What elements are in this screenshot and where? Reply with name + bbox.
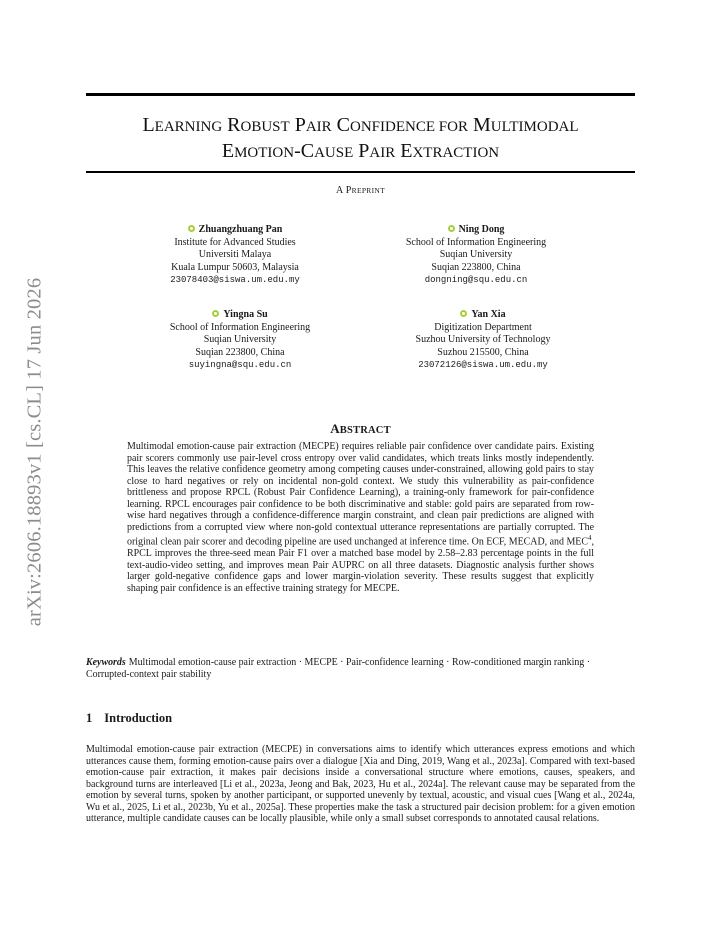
title-initial: M <box>472 114 491 136</box>
title-smallcaps: ONFIDENCE FOR <box>350 119 468 135</box>
title-smallcaps: OBUST <box>240 119 290 135</box>
author-address: Suqian 223800, China <box>431 261 521 273</box>
paper-title <box>86 113 635 165</box>
arxiv-identifier-text: arXiv:2606.18893v1 [cs.CL] 17 Jun 2026 <box>23 277 46 627</box>
author-affiliation: Suqian University <box>203 334 277 345</box>
title-initial: P <box>358 140 370 162</box>
author-block-4 <box>358 309 608 372</box>
section-title: Introduction <box>104 711 173 725</box>
preprint-smallcaps: REPRINT <box>351 186 385 195</box>
author-block-1 <box>110 224 360 287</box>
author-address: Kuala Lumpur 50603, Malaysia <box>171 261 299 273</box>
keywords-section <box>86 657 635 680</box>
author-affiliation: School of Information Engineering <box>405 236 547 248</box>
author-email[interactable]: suyingna@squ.edu.cn <box>188 360 292 370</box>
orcid-icon[interactable] <box>460 310 467 317</box>
title-smallcaps: EARNING <box>154 119 223 135</box>
title-initial: L <box>142 114 155 136</box>
author-address: Suqian 223800, China <box>195 346 285 358</box>
section-number: 1 <box>86 711 93 725</box>
title-smallcaps: AIR <box>369 145 396 161</box>
author-address: Suzhou 215500, China <box>437 346 529 358</box>
preprint-initials: A P <box>336 185 352 196</box>
author-affiliation: Institute for Advanced Studies <box>174 236 296 248</box>
abstract-text-part: , RPCL improves the three-seed mean Pair F1 over a matched base model by 2.58–2.83 percentage points in the full text-audio-video setting, and improves mean Pair AUPRC on all three datasets. Diagnostic analysis further shows larger gold-negative confidence gaps and lower margin-violation severity. These results suggest that explicitly shaping pair confidence is an effective training strategy for MECPE. <box>127 536 594 594</box>
title-smallcaps: ULTIMODAL <box>490 119 579 135</box>
author-email[interactable]: dongning@squ.edu.cn <box>424 275 528 285</box>
keywords-label: Keywords <box>86 657 126 668</box>
abstract-heading-initial: A <box>330 421 340 436</box>
title-smallcaps: AUSE <box>314 145 354 161</box>
author-affiliation: Suzhou University of Technology <box>415 334 551 345</box>
arxiv-identifier-stamp <box>22 262 48 642</box>
introduction-paragraph: Multimodal emotion-cause pair extraction (MECPE) in conversations aims to identify which utterances express emotions and which utterances cause them, forming emotion-cause pairs over a dialogue [Xia and Ding, 2019, Wang et al., 2023a]. Compared with text-based emotion-cause pair extraction, it makes pair decisions inside a conversational structure where emotions, causes, speakers, and background turns are interleaved [Li et al., 2023a, Jeong and Bak, 2023, Hu et al., 2024a]. The relevant cause may be separated from the emotion by several turns, spoken by another participant, or supported unevenly by textual, acoustic, and visual cues [Wang et al., 2024a, Wu et al., 2025, Li et al., 2023b, Yu et al., 2025a]. These properties make the task a structured pair decision problem: for a given emotion utterance, multiple candidate causes can be locally plausible, while only a small subset corresponds to annotated causal relations. <box>86 744 635 825</box>
author-name: Yingna Su <box>223 309 268 320</box>
author-name: Zhuangzhuang Pan <box>198 224 283 235</box>
abstract-text-part: Multimodal emotion-cause pair extraction (MECPE) requires reliable pair confidence over candidate pairs. Existing pair scorers commonly use pair-level cross entropy over valid candidates, which treats links mostly independently. This leaves the relative confidence geometry among competing causes under-constrained, allowing gold pairs to stay close to hard negatives or rely on incidental non-gold context. We study this vulnerability as pair-confidence brittleness and propose RPCL (Robust Pair Confidence Learning), a training-only framework for pair-confidence learning. RPCL encourages pair confidence to be both discriminative and stable: gold pairs are separated from row-wise hard negatives through a confidence-difference margin constraint, and clean pair predictions are aligned with predictions from a corrupted view where non-gold contextual utterance representations are partially corrupted. The original clean pair scorer and decoding pipeline are used unchanged at inference time. On ECF, MECAD, and MEC <box>127 441 594 548</box>
orcid-icon[interactable] <box>188 225 195 232</box>
title-smallcaps: XTRACTION <box>412 145 500 161</box>
title-initial: R <box>227 114 241 136</box>
title-initial: -C <box>294 140 315 162</box>
keywords-text: Multimodal emotion-cause pair extraction · MECPE · Pair-confidence learning · Row-conditioned margin ranking · Corrupted-context pair stability <box>86 657 591 680</box>
author-affiliation: Suqian University <box>439 249 513 260</box>
title-line-2 <box>86 139 635 165</box>
title-smallcaps: MOTION <box>234 145 295 161</box>
author-name: Ning Dong <box>458 224 505 235</box>
section-heading <box>86 711 172 726</box>
author-name: Yan Xia <box>471 309 506 320</box>
orcid-icon[interactable] <box>448 225 455 232</box>
orcid-icon[interactable] <box>212 310 219 317</box>
title-bottom-rule <box>86 171 635 173</box>
author-block-2 <box>351 224 601 287</box>
superscript: 4 <box>588 534 592 543</box>
title-initial: E <box>400 140 413 162</box>
author-affiliation: Universiti Malaya <box>198 249 272 260</box>
title-top-rule <box>86 93 635 96</box>
title-initial: E <box>221 140 235 162</box>
title-smallcaps: AIR <box>305 119 332 135</box>
abstract-heading-smallcaps: BSTRACT <box>339 425 391 436</box>
author-block-3 <box>115 309 365 372</box>
author-affiliation: Digitization Department <box>434 321 532 333</box>
abstract-heading <box>86 421 635 437</box>
author-email[interactable]: 23072126@siswa.um.edu.my <box>418 360 548 370</box>
preprint-label <box>86 185 635 196</box>
title-initial: P <box>294 114 306 136</box>
author-affiliation: School of Information Engineering <box>169 321 311 333</box>
author-email[interactable]: 23078403@siswa.um.edu.my <box>170 275 300 285</box>
title-line-1 <box>86 113 635 139</box>
abstract-text <box>127 441 594 594</box>
title-initial: C <box>336 114 351 136</box>
